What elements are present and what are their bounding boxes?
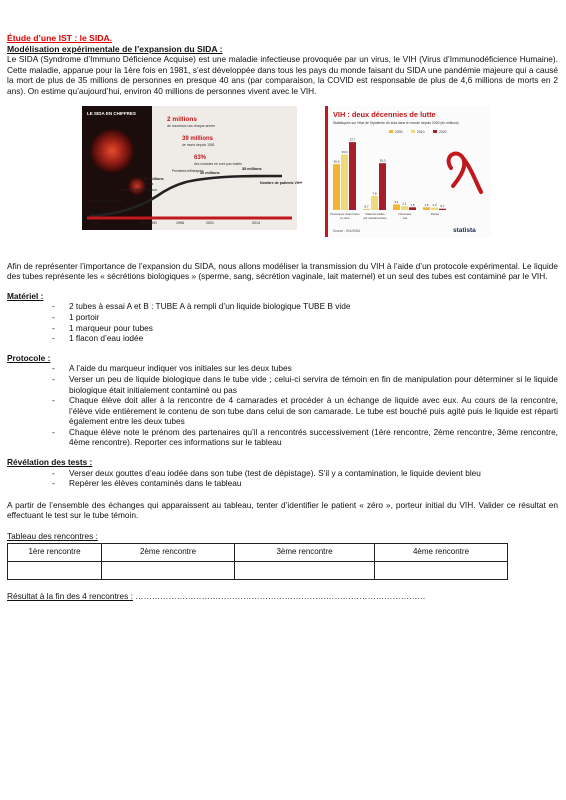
conclusion-paragraph: A partir de l’ensemble des échanges qui apparaissent au tableau, tenter d’identifier le patient « zéro », porteur initial du VIH. Valider ce résultat en effectuant le test sur le tube témoin. bbox=[7, 499, 558, 521]
chart-bar bbox=[393, 204, 400, 210]
table-header-cell: 1ère rencontre bbox=[8, 543, 102, 561]
list-item: - A l’aide du marqueur indiquer vos initiales sur les deux tubes bbox=[52, 363, 558, 374]
stat-small: des malades ne sont pas traités bbox=[194, 161, 242, 166]
document-title: Étude d’une IST : le SIDA. bbox=[7, 33, 113, 43]
materiel-heading: Matériel : bbox=[7, 290, 44, 301]
list-item: - 1 flacon d’eau iodée bbox=[52, 333, 558, 344]
chart-title: VIH : deux décennies de lutte bbox=[333, 109, 436, 119]
fig1-header: LE SIDA EN CHIFFRES bbox=[87, 110, 136, 116]
chart-subtitle: Statistiques sur l'état de l'épidémie de sida dans le monde depuis 2000 (en millions) bbox=[333, 120, 459, 125]
bar-value-label: 37,7 bbox=[349, 137, 356, 142]
stat-small: de morts depuis 1981 bbox=[182, 142, 215, 147]
rencontres-table bbox=[7, 543, 508, 580]
bar-value-label: 2,1 bbox=[402, 201, 407, 206]
sida-infographic bbox=[82, 106, 303, 230]
category-label: Décès bbox=[430, 211, 440, 216]
document-page bbox=[7, 33, 558, 601]
event-label: 10 millions bbox=[144, 176, 164, 181]
chart-categories bbox=[330, 212, 439, 220]
event-label: Premières trithérapies bbox=[172, 168, 204, 173]
bar-value-label: 1,5 bbox=[410, 202, 415, 207]
category-label: le virus bbox=[340, 215, 350, 220]
bar-value-label: 0,7 bbox=[440, 203, 445, 208]
figures-row bbox=[7, 106, 558, 248]
stat-small: de nouveaux cas chaque année bbox=[167, 123, 216, 128]
chart-bar bbox=[333, 164, 340, 210]
revelation-heading: Révélation des tests : bbox=[7, 457, 93, 468]
legend-swatch bbox=[411, 130, 415, 133]
stat-big: 39 millions bbox=[182, 135, 214, 142]
bar-value-label: 33,0 bbox=[341, 149, 348, 154]
chart-bar bbox=[431, 207, 438, 209]
bar-value-label: 30,6 bbox=[333, 159, 340, 164]
year-label: 2014 bbox=[252, 220, 260, 225]
intro-paragraph: Le SIDA (Syndrome d’Immuno Déficience Acquise) est une maladie infectieuse provoquée par un virus, le VIH (Virus d’Immunodéficience Humaine). Cette maladie, apparue pour la 1ère fois en 1981, s’est développée dans tous les pays du monde faisant du SIDA une pandémie majeure qui a causé la mort de plus de 35 millions de personnes en presque 40 ans (par comparaison, la COVID est responsable de plus de 4,6 millions de morts en 2 ans). On estime qu’aujourd’hui, environ 40 millions de personnes vivent avec le VIH. bbox=[7, 54, 558, 96]
legend-swatch bbox=[389, 130, 393, 133]
list-item: - 1 portoir bbox=[52, 312, 558, 323]
chart-bar bbox=[341, 154, 348, 209]
result-line bbox=[7, 591, 558, 602]
chart-bar bbox=[363, 209, 370, 210]
bar-value-label: 0,7 bbox=[364, 204, 369, 209]
year-label: 1981 bbox=[92, 220, 100, 225]
table-caption: Tableau des rencontres : bbox=[7, 531, 98, 542]
table-header-cell: 4ème rencontre bbox=[375, 543, 508, 561]
chart-bar bbox=[439, 208, 446, 209]
category-label: Patients traités bbox=[365, 211, 385, 216]
bar-value-label: 26,0 bbox=[379, 158, 386, 163]
legend-swatch bbox=[433, 130, 437, 133]
chart-bar bbox=[371, 196, 378, 210]
materiel-list bbox=[7, 301, 558, 343]
protocole-heading: Protocole : bbox=[7, 352, 51, 363]
result-label: Résultat à la fin des 4 rencontres : bbox=[7, 590, 133, 601]
chart-legend bbox=[389, 130, 447, 134]
explanation-paragraph: Afin de représenter l’importance de l’expansion du SIDA, nous allons modéliser la transmission du VIH à l’aide d’un protocole expérimental. Le liquide des tubes représente les « sécrétions biologiques » (sperme, sang, sécrétion vaginale, lait maternel) et un seul des tubes est contaminé par le VIH. bbox=[7, 260, 558, 282]
event-label: 35 millions bbox=[242, 166, 262, 171]
chart-bar bbox=[423, 207, 430, 210]
legend-label: 2020 bbox=[439, 129, 447, 134]
category-label: cas bbox=[402, 215, 408, 220]
category-label: Personnes vivant avec bbox=[330, 211, 360, 216]
list-item: - Chaque élève note le prénom des partenaires qu’il a rencontrés successivement (1ère rencontre, 2ème rencontre, 3ème rencontre, 4ème rencontre). Reporter ces informations sur le tableau bbox=[52, 427, 558, 448]
chart-bars bbox=[333, 137, 446, 209]
sida-infographic-svg bbox=[82, 106, 303, 230]
chart-bar bbox=[349, 142, 356, 210]
legend-label: 2000 bbox=[395, 129, 403, 134]
chart-accent-bar bbox=[325, 106, 328, 237]
chart-bar bbox=[401, 206, 408, 210]
table-cell[interactable] bbox=[102, 561, 235, 579]
section-subtitle: Modélisation expérimentale de l’expansion du SIDA : bbox=[7, 43, 223, 54]
event-label: VIH isolé à l'Institut Pasteur bbox=[118, 187, 157, 192]
list-item: - 1 marqueur pour tubes bbox=[52, 323, 558, 334]
chart-source: Source : ONUSIDA bbox=[333, 228, 361, 233]
table-cell[interactable] bbox=[8, 561, 102, 579]
year-label: 1996 bbox=[176, 220, 184, 225]
table-header-cell: 3ème rencontre bbox=[235, 543, 375, 561]
chart-bar bbox=[379, 163, 386, 210]
list-item: - Chaque élève doit aller à la rencontre de 4 camarades et procéder à un échange de liquide avec eux. Au cours de la rencontre, l’élève vide entièrement le contenu de son tube dans celui de son camarade. Le tube est bouché puis agité puis le liquide est réparti également entre les deux tubes bbox=[52, 395, 558, 427]
stat-big: 2 millions bbox=[167, 115, 197, 123]
virus-icon bbox=[90, 129, 134, 173]
year-label: 1990 1991 bbox=[140, 220, 157, 225]
list-item: - Repérer les élèves contaminés dans le tableau bbox=[52, 478, 558, 489]
category-label: par antirétroviraux bbox=[363, 215, 387, 220]
bar-value-label: 1,3 bbox=[432, 202, 437, 207]
bar-value-label: 7,8 bbox=[372, 191, 377, 196]
result-dots[interactable]: …………………………………………………………………………………………… bbox=[132, 590, 426, 601]
event-label: 30 millions bbox=[200, 170, 220, 175]
statista-logo: statista bbox=[453, 226, 476, 234]
table-row bbox=[8, 561, 508, 579]
list-item: - 2 tubes à essai A et B : TUBE A à rempli d’un liquide biologique TUBE B vide bbox=[52, 301, 558, 312]
table-header-row bbox=[8, 543, 508, 561]
list-item: - Verser un peu de liquide biologique dans le tube vide ; celui-ci servira de témoin en fin de manipulation pour déterminer si le liquide biologique était initialement contaminé ou pas bbox=[52, 374, 558, 395]
revelation-list bbox=[7, 468, 558, 489]
year-label: 2001 bbox=[206, 220, 214, 225]
protocole-list bbox=[7, 363, 558, 448]
end-label: Nombre de patients VIH+ bbox=[260, 180, 303, 185]
statista-chart bbox=[325, 106, 491, 237]
red-ribbon-icon bbox=[449, 153, 481, 192]
table-header-cell: 2ème rencontre bbox=[102, 543, 235, 561]
legend-label: 2010 bbox=[417, 129, 425, 134]
category-label: Nouveaux bbox=[398, 211, 412, 216]
list-item: - Verser deux gouttes d’eau iodée dans son tube (test de dépistage). S’il y a contamination, le liquide devient bleu bbox=[52, 468, 558, 479]
chart-bar bbox=[409, 207, 416, 210]
event-label: Premiers cas aux USA bbox=[90, 198, 123, 203]
bar-value-label: 3,1 bbox=[394, 199, 399, 204]
table-cell[interactable] bbox=[235, 561, 375, 579]
table-cell[interactable] bbox=[375, 561, 508, 579]
event-label: de cas bbox=[144, 181, 154, 186]
bar-value-label: 1,6 bbox=[424, 202, 429, 207]
statista-chart-svg bbox=[325, 106, 491, 237]
stat-big: 63% bbox=[194, 154, 207, 161]
